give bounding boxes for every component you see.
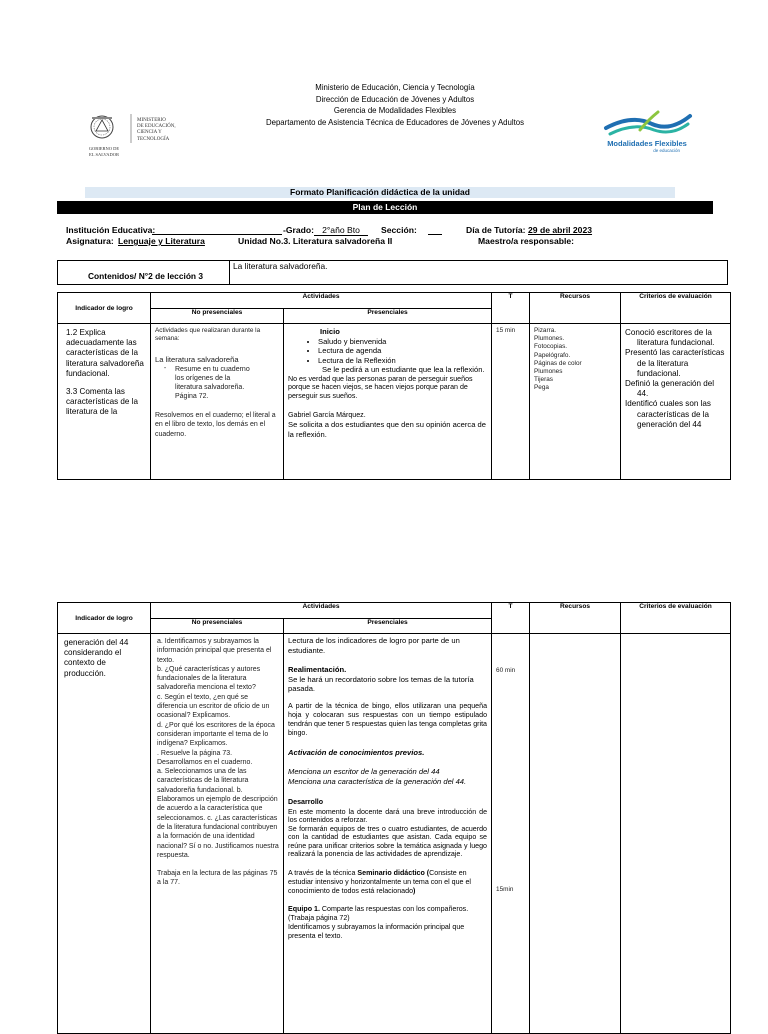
header-recursos: Recursos (530, 293, 621, 324)
header-line: Dirección de Educación de Jóvenes y Adultos (315, 93, 475, 104)
seccion-label: Sección: (381, 225, 417, 235)
grado-value: 2°año Bto (314, 225, 368, 236)
dia-value: 29 de abril 2023 (528, 225, 593, 235)
document-title: Formato Planificación didáctica de la unidad (290, 187, 470, 197)
time-cell: 15 min (492, 324, 530, 480)
asignatura-value: Lenguaje y Literatura (118, 236, 205, 246)
agenda-item: • Lectura de la Reflexión (318, 356, 487, 366)
lesson-plan-title: Plan de Lección (352, 202, 418, 212)
recursos-cell (530, 634, 621, 1034)
agenda-item: • Lectura de agenda (318, 346, 487, 356)
header-criterios: Criterios de evaluación (621, 293, 731, 324)
contenidos-label: Contenidos/ N°2 de lección 3 (88, 271, 204, 281)
header-t: T (492, 603, 530, 634)
contenidos-value: La literatura salvadoreña. (233, 261, 328, 271)
contenidos-divider (229, 260, 230, 285)
time-15: 15min (496, 886, 514, 893)
mf-logo-subtitle: de educación (653, 148, 680, 153)
header-t: T (492, 293, 530, 324)
header-no-presenciales: No presenciales (151, 309, 284, 324)
no-presenciales-cell: a. Identificamos y subrayamos la información principal que presenta el texto. b. ¿Qué características y autores fundacionales de la literatura salvadoreña menciona el texto? c. Según el texto, ¿en qué se diferencia un escritor de oficio de un ocasional? Explicamos. d. ¿Por qué los escritores de la época consideran importante el tema de lo indígena? Explicamos. . Resuelve la página 73. Desarrollamos en el cuaderno. a. Seleccionamos una de las características de la literatura salvadoreña fundacional. b. Elaboramos un ejemplo de descripción de acuerdo a la característica que seleccionamos. c. ¿Las características de la literatura fundacional contribuyen a la formación de una identidad nacional? Sí o no. Justificamos nuestra respuesta. Trabaja en la lectura de las páginas 75 a la 77. (151, 634, 284, 1034)
institucion-line (152, 234, 282, 235)
header-indicador: Indicador de logro (58, 293, 151, 324)
recursos-cell: Pizarra. Plumones. Fotocopias. Papelógrafo. Páginas de color Plumones Tijeras Pega (530, 324, 621, 480)
presenciales-cell: Inicio • Saludo y bienvenida • Lectura de agenda • Lectura de la Reflexión Se le pedirá a un estudiante que lea la reflexión. No es verdad que las personas paran de perseguir sueños porque se hacen viejos, se hacen viejos porque paran de perseguir sus sueños. Gabriel García Márquez. Se solicita a dos estudiantes que den su opinión acerca de la reflexión. (284, 324, 492, 480)
government-logo-text: MINISTERIO DE EDUCACIÓN, CIENCIA Y TECNOLOGÍA (137, 118, 176, 142)
asignatura-label: Asignatura: (66, 236, 114, 246)
unidad-text: Unidad No.3. Literatura salvadoreña II (238, 236, 393, 246)
header-line: Ministerio de Educación, Ciencia y Tecnología (315, 82, 475, 92)
header-indicador: Indicador de logro (58, 603, 151, 634)
presenciales-cell: Lectura de los indicadores de logro por parte de un estudiante. Realimentación. Se le hará un recordatorio sobre los temas de la tutoría pasada. A partir de la técnica de bingo, ellos utilizaran una pequeña hoja y colocaran sus respuestas con un tiempo estipulado tendrán que tener 5 respuestas quien las tenga completas grita bingo. Activación de conocimientos previos. Menciona un escritor de la generación del 44 Menciona una característica de la generación del 44. Desarrollo En este momento la docente dará una breve introducción de los contenidos a reforzar. Se formarán equipos de tres o cuatro estudiantes, de acuerdo con la cantidad de estudiantes que asistan. Cada equipo se reúne para unificar criterios sobre la temática asignada y luego realizará la ponencia de las actividades de aprendizaje. A través de la técnica Seminario didáctico (Consiste en estudiar intensivo y horizontalmente un tema con el que el conocimiento de todos está relacionado) Equipo 1. Comparte las respuestas con los compañeros. (Trabaja página 72) Identificamos y subrayamos la información principal que presenta el texto. (284, 634, 492, 1034)
grado-label: -Grado: (283, 225, 315, 235)
lesson-table-2 (57, 602, 731, 1034)
header-recursos: Recursos (530, 603, 621, 634)
government-logo-subtext: GOBIERNO DE EL SALVADOR (88, 146, 120, 157)
time-cell (492, 634, 530, 1034)
criterios-cell: Conoció escritores de la literatura fundacional. Presentó las características de la literatura fundacional. Definió la generación del 44. Identificó cuales son las características de la generación del 44 (621, 324, 731, 480)
header-presenciales: Presenciales (284, 309, 492, 324)
header-no-presenciales: No presenciales (151, 619, 284, 634)
indicador-cell: 1.2 Explica adecuadamente las características de la literatura salvadoreña fundacional. 3.3 Comenta las características de la literatura de la (58, 324, 151, 480)
header-line: Departamento de Asistencia Técnica de Educadores de Jóvenes y Adultos (265, 116, 525, 127)
header-actividades: Actividades (151, 603, 492, 619)
time-60: 60 min (496, 667, 516, 674)
equipo1-paragraph: Equipo 1. Comparte las respuestas con los compañeros. (Trabaja página 72) (288, 905, 469, 923)
maestro-label: Maestro/a responsable: (478, 236, 574, 246)
seminario-paragraph: A través de la técnica Seminario didáctico (Consiste en estudiar intensivo y horizontalmente un tema con el que el conocimiento de todos está relacionado) (288, 869, 471, 895)
institucion-label: Institución Educativa: (66, 225, 156, 235)
agenda-item: • Saludo y bienvenida (318, 337, 487, 347)
header-block (243, 82, 547, 128)
header-line: Gerencia de Modalidades Flexibles (333, 105, 457, 115)
header-actividades: Actividades (151, 293, 492, 309)
mf-logo-title: Modalidades Flexibles (607, 139, 687, 148)
criterios-cell (621, 634, 731, 1034)
header-criterios: Criterios de evaluación (621, 603, 731, 634)
indicador-cell: generación del 44 considerando el contexto de producción. (58, 634, 151, 1034)
seccion-line (428, 234, 442, 235)
no-presenciales-cell: Actividades que realizaran durante la semana: La literatura salvadoreña - Resume en tu cuaderno los orígenes de la literatura salvadoreña. Página 72. Resolvemos en el cuaderno; el literal a en el libro de texto, los demás en el cuaderno. (151, 324, 284, 480)
lesson-table-1 (57, 292, 731, 480)
dia-label: Día de Tutoría: (466, 225, 526, 235)
header-presenciales: Presenciales (284, 619, 492, 634)
